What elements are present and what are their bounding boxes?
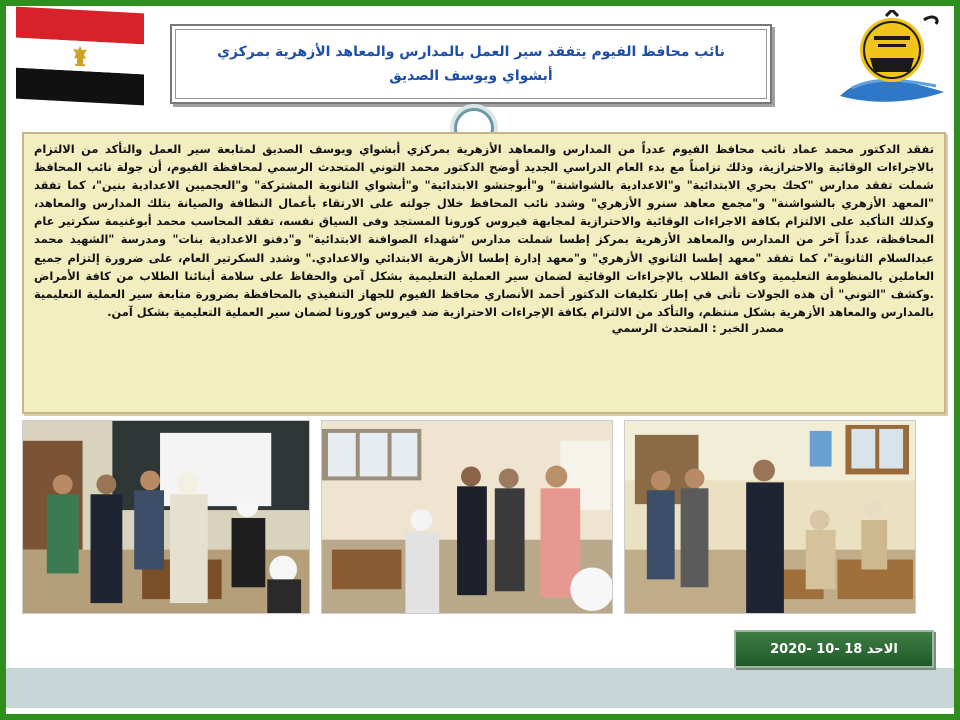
footer-band xyxy=(6,668,954,708)
photo-classroom-visit-2 xyxy=(321,420,613,614)
photo-classroom-visit-3 xyxy=(22,420,310,614)
news-source: مصدر الخبر : المتحدث الرسمي xyxy=(611,320,784,335)
photo-classroom-visit-1 xyxy=(624,420,916,614)
headline-box xyxy=(170,24,772,104)
egypt-flag-icon xyxy=(16,7,144,106)
date-text: الاحد 18 -10 -2020 xyxy=(770,641,898,657)
governorate-logo-icon xyxy=(836,10,948,106)
eagle-emblem-icon xyxy=(70,44,90,67)
headline: نائب محافظ الفيوم يتفقد سير العمل بالمدارس والمعاهد الأزهرية بمركزي أبشواي ويوسف الصديق xyxy=(217,44,725,84)
date-badge xyxy=(734,630,934,668)
article-text: تفقد الدكتور محمد عماد نائب محافظ الفيوم عدداً من المدارس والمعاهد الأزهرية بمركزي أبشواي ويوسف الصديق لمتابعة سير العمل والتأكد من الالتزام بالاجراءات الوقائية والاحترازية، وذلك تزامناً مع بدء العام الدراسي الجديد أوضح الدكتور محمد التوني المتحدث الرسمي لمحافظة الفيوم، أن جولة نائب المحافظ شملت تفقد مدارس "كحك بحري الابتدائية" و"الاعدادية بالشواشنة" و"أبوجنشو الابتدائية" و"أبشواي الثانوية المشتركة" و"العجميين الاعدادية بنين"، كما تفقد "المعهد الأزهري بالشواشنة" و"مجمع معاهد سنرو الأزهري" وشدد نائب المحافظ خلال جولته على الارتقاء بأعمال النظافة والصيانة بتلك المدارس والمعاهد، وكذلك التأكيد على الالتزام بكافة الاجراءات الوقائية والاحترازية لمجابهة فيروس كورونا المستجد وفى السياق نفسه، تفقد المحاسب محمد أبوغنيمة سكرتير عام المحافظة، عدداً آخر من المدارس والمعاهد الأزهرية بمركز إطسا شملت مدارس "شهداء الصوافنة الابتدائية" و"دفنو الاعدادية بنات" ومدرسة "الشهيد محمد عبدالسلام الثانوية"، كما تفقد "معهد إطسا الثانوي الأزهري" و"معهد إدارة إطسا الأزهرية الابتدائي والاعدادي." وشدد السكرتير العام، على ضرورة إلتزام جميع العاملين بالمنظومة التعليمية وكافة الطلاب بالإجراءات الوقائية لضمان سير العملية التعليمية بشكل آمن والحفاظ على سلامة أبنائنا الطلاب من كافة الأمراض .وكشف "التوني" أن هذه الجولات تأتى في إطار تكليفات الدكتور أحمد الأنصاري محافظ الفيوم للجهاز التنفيذي بالمحافظة بضرورة متابعة سير العملية التعليمية بالمدارس والمعاهد الأزهرية بشكل منتظم، والتأكد من الالتزام بكافة الإجراءات الاحترازية ضد فيروس كورونا لضمان سير العملية التعليمية بشكل آمن. xyxy=(34,142,934,319)
article-body xyxy=(22,132,946,414)
